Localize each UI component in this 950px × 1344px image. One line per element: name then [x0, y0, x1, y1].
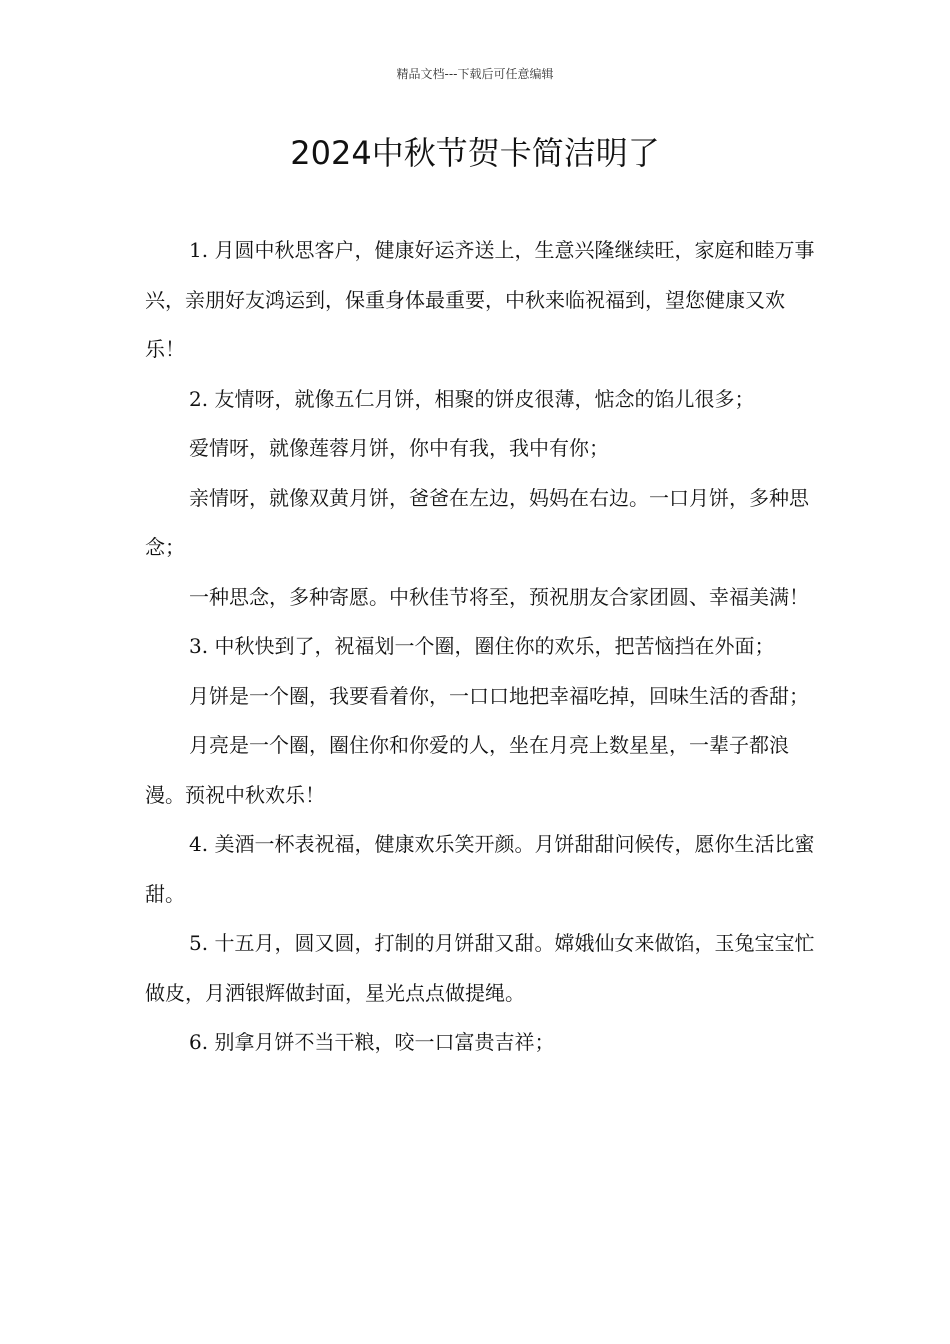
- paragraph-9: 4. 美酒一杯表祝福，健康欢乐笑开颜。月饼甜甜问候传，愿你生活比蜜甜。: [145, 832, 815, 906]
- paragraph-1: 1. 月圆中秋思客户，健康好运齐送上，生意兴隆继续旺，家庭和睦万事兴，亲朋好友鸿运到，保重身体最重要，中秋来临祝福到，望您健康又欢乐！: [145, 238, 815, 361]
- page-header: 精品文档---下载后可任意编辑: [396, 67, 554, 81]
- paragraph-8: 月亮是一个圈，圈住你和你爱的人，坐在月亮上数星星，一辈子都浪漫。预祝中秋欢乐！: [145, 733, 789, 807]
- paragraph-10: 5. 十五月，圆又圆，打制的月饼甜又甜。嫦娥仙女来做馅，玉兔宝宝忙做皮，月洒银辉做封面，星光点点做提绳。: [145, 931, 815, 1005]
- paragraph-11: 6. 别拿月饼不当干粮，咬一口富贵吉祥；: [189, 1030, 555, 1054]
- paragraph-5: 一种思念，多种寄愿。中秋佳节将至，预祝朋友合家团圆、幸福美满！: [189, 584, 809, 609]
- paragraph-3: 爱情呀，就像莲蓉月饼，你中有我，我中有你；: [189, 436, 609, 460]
- paragraph-4: 亲情呀，就像双黄月饼，爸爸在左边，妈妈在右边。一口月饼，多种思念；: [145, 485, 809, 559]
- paragraph-7: 月饼是一个圈，我要看着你，一口口地把幸福吃掉，回味生活的香甜；: [189, 683, 809, 708]
- document-body: [145, 226, 815, 1068]
- paragraph-6: 3. 中秋快到了，祝福划一个圈，圈住你的欢乐，把苦恼挡在外面；: [189, 634, 775, 658]
- document-title: 2024中秋节贺卡简洁明了: [290, 134, 660, 172]
- paragraph-2: 2. 友情呀，就像五仁月饼，相聚的饼皮很薄，惦念的馅儿很多；: [189, 386, 755, 411]
